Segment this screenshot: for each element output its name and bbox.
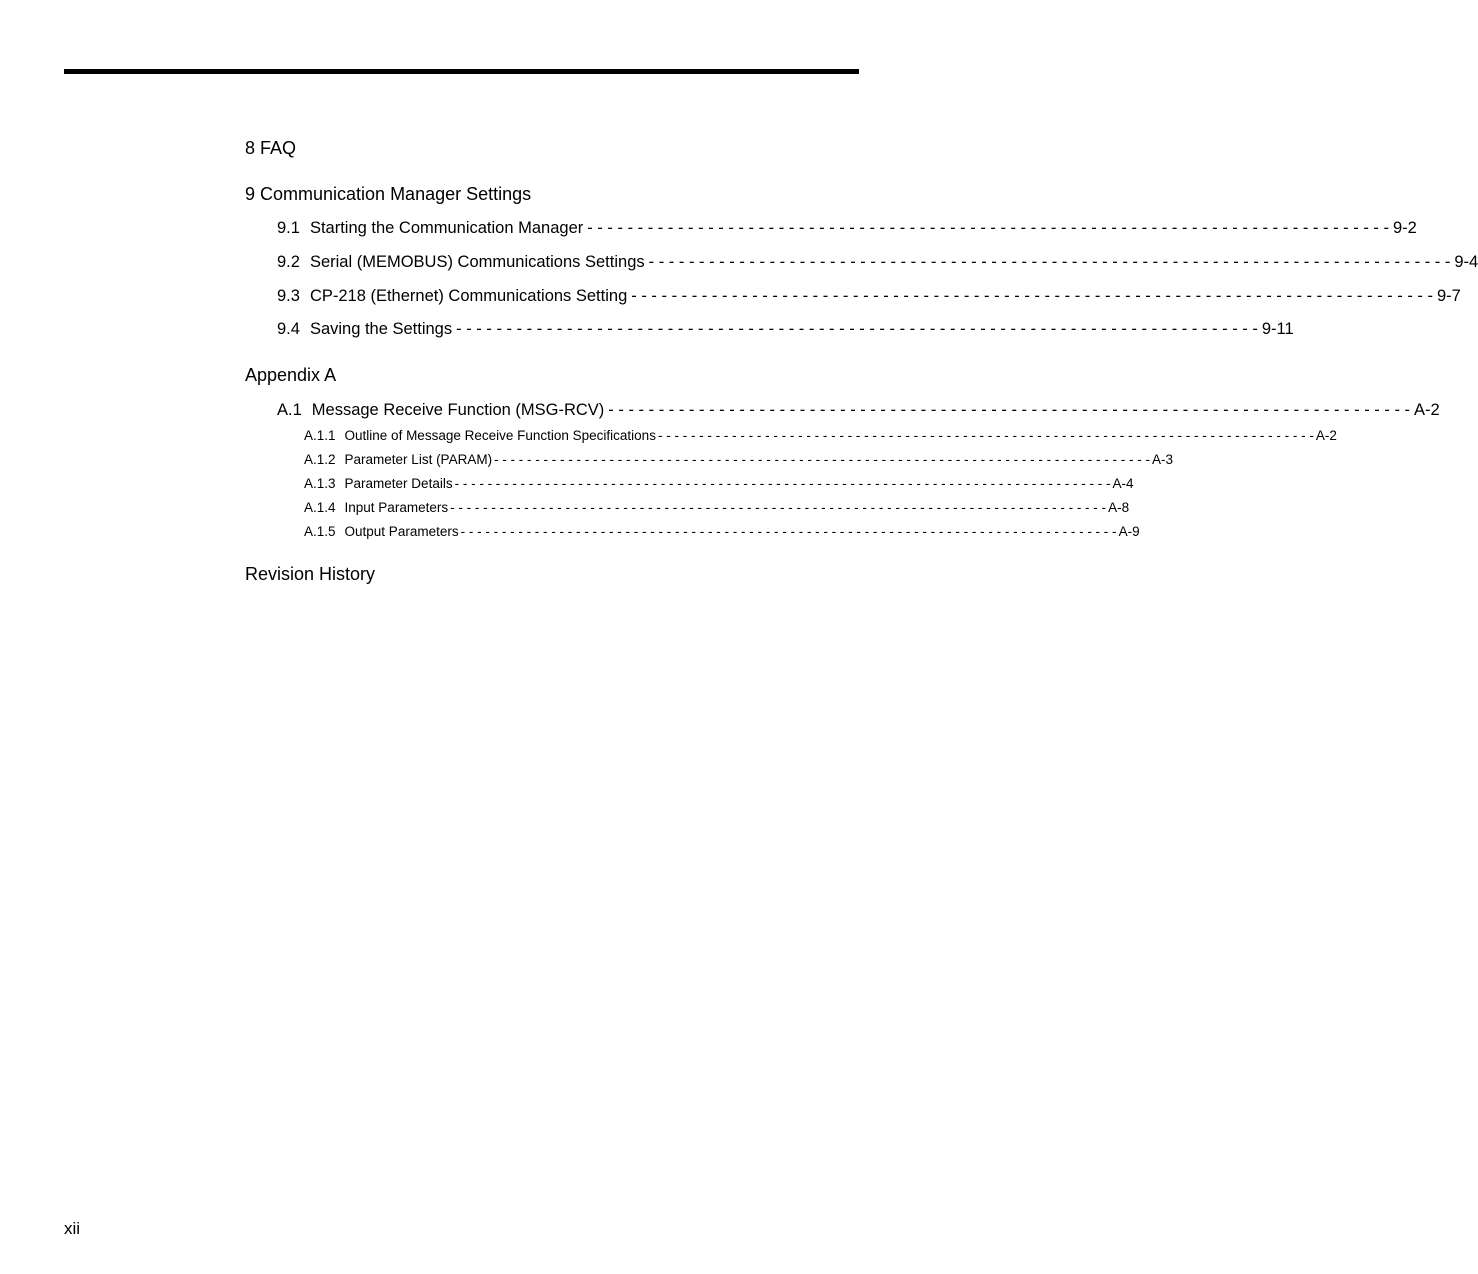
dot-leader: - - - - - - - - - - - - - - - - - - - - - - - - - - - - - - - - - - - - - - - - - - - - - - - - - - - - - - - - - - - - - - - - - - - - - - - - - - - - - - - - [450,500,1107,515]
toc-entry-9-2[interactable] [277,252,1478,272]
entry-page: 9-11 [1261,320,1294,338]
entry-page: A-3 [1152,452,1174,467]
top-rule [64,69,859,74]
entry-title: Parameter Details [344,476,453,491]
dot-leader: - - - - - - - - - - - - - - - - - - - - - - - - - - - - - - - - - - - - - - - - - - - - - - - - - - - - - - - - - - - - - - - - - - - - - - - - - - - - - - - - [460,524,1117,539]
dot-leader: - - - - - - - - - - - - - - - - - - - - - - - - - - - - - - - - - - - - - - - - - - - - - - - - - - - - - - - - - - - - - - - - - - - - - - - - - - - - - - - - [631,287,1433,305]
dot-leader: - - - - - - - - - - - - - - - - - - - - - - - - - - - - - - - - - - - - - - - - - - - - - - - - - - - - - - - - - - - - - - - - - - - - - - - - - - - - - - - - [587,219,1389,237]
entry-number: A.1.4 [304,500,336,515]
dot-leader: - - - - - - - - - - - - - - - - - - - - - - - - - - - - - - - - - - - - - - - - - - - - - - - - - - - - - - - - - - - - - - - - - - - - - - - - - - - - - - - - [454,476,1111,491]
entry-title: Parameter List (PARAM) [344,452,493,467]
entry-number: 9.3 [277,287,300,305]
entry-number: 9.4 [277,320,300,338]
chapter-8-heading[interactable]: 8 FAQ [245,138,297,158]
entry-title: Output Parameters [344,524,459,539]
entry-title: CP-218 (Ethernet) Communications Setting [309,287,628,305]
toc-entry-a-1-5[interactable] [304,524,1140,540]
toc-entry-a-1-4[interactable] [304,500,1130,516]
chapter-9-heading[interactable]: 9 Communication Manager Settings [245,184,532,204]
entry-title: Starting the Communication Manager [309,219,584,237]
dot-leader: - - - - - - - - - - - - - - - - - - - - - - - - - - - - - - - - - - - - - - - - - - - - - - - - - - - - - - - - - - - - - - - - - - - - - - - - - - - - - - - - [648,253,1451,271]
page-number: xii [64,1219,81,1238]
toc-entry-9-1[interactable] [277,218,1417,238]
entry-page: A-2 [1414,401,1440,419]
entry-number: A.1 [277,401,302,419]
entry-title: Input Parameters [344,500,449,515]
toc-entry-a-1-2[interactable] [304,452,1174,468]
entry-number: A.1.3 [304,476,336,491]
dot-leader: - - - - - - - - - - - - - - - - - - - - - - - - - - - - - - - - - - - - - - - - - - - - - - - - - - - - - - - - - - - - - - - - - - - - - - - - - - - - - - - - [494,452,1151,467]
appendix-a-heading[interactable]: Appendix A [245,365,337,385]
entry-page: 9-2 [1392,219,1417,237]
entry-page: A-2 [1315,428,1337,443]
toc-entry-9-4[interactable] [277,319,1294,339]
dot-leader: - - - - - - - - - - - - - - - - - - - - - - - - - - - - - - - - - - - - - - - - - - - - - - - - - - - - - - - - - - - - - - - - - - - - - - - - - - - - - - - - [456,320,1258,338]
entry-page: 9-4 [1454,253,1478,271]
entry-number: A.1.2 [304,452,336,467]
entry-title: Saving the Settings [309,320,453,338]
revision-history-heading[interactable]: Revision History [245,564,376,584]
entry-title: Serial (MEMOBUS) Communications Settings [309,253,645,271]
entry-page: A-4 [1112,476,1134,491]
entry-number: 9.2 [277,253,300,271]
toc-entry-9-3[interactable] [277,286,1461,306]
entry-number: 9.1 [277,219,300,237]
dot-leader: - - - - - - - - - - - - - - - - - - - - - - - - - - - - - - - - - - - - - - - - - - - - - - - - - - - - - - - - - - - - - - - - - - - - - - - - - - - - - - - - [608,401,1411,419]
entry-title: Message Receive Function (MSG-RCV) [311,401,605,419]
entry-page: 9-7 [1436,287,1461,305]
entry-number: A.1.1 [304,428,336,443]
entry-page: A-8 [1108,500,1130,515]
dot-leader: - - - - - - - - - - - - - - - - - - - - - - - - - - - - - - - - - - - - - - - - - - - - - - - - - - - - - - - - - - - - - - - - - - - - - - - - - - - - - - - - [657,428,1314,443]
entry-page: A-9 [1118,524,1140,539]
entry-title: Outline of Message Receive Function Specifications [344,428,656,443]
toc-entry-a-1-1[interactable] [304,428,1337,444]
toc-entry-a-1-3[interactable] [304,476,1134,492]
toc-entry-a-1[interactable] [277,400,1440,420]
entry-number: A.1.5 [304,524,336,539]
